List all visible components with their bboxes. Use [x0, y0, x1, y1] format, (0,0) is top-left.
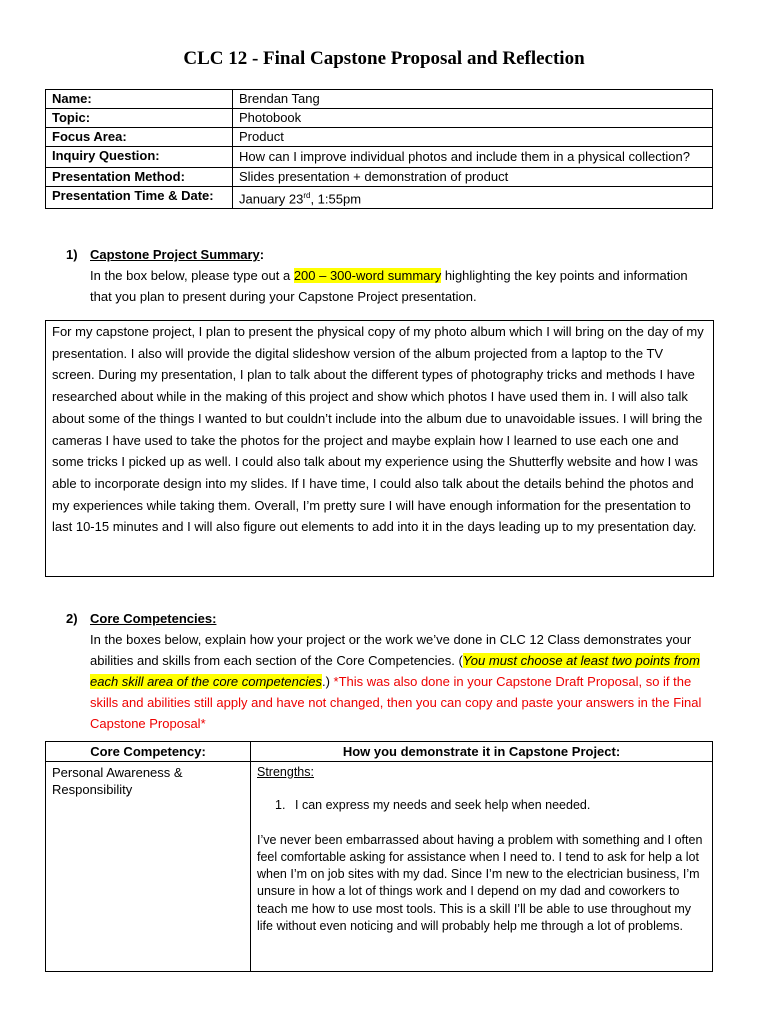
instruction-text: .) — [321, 674, 334, 689]
info-label: Presentation Method: — [46, 168, 233, 187]
strengths-label: Strengths: — [257, 765, 314, 779]
info-value: Brendan Tang — [233, 90, 713, 109]
table-header-row — [46, 742, 713, 762]
info-row-topic — [46, 109, 713, 128]
info-value: How can I improve individual photos and include them in a physical collection? — [233, 147, 713, 168]
list-number: 1. — [275, 798, 286, 813]
info-row-presentation-method — [46, 168, 713, 187]
time-text: , 1:55pm — [310, 191, 362, 207]
info-value: Product — [233, 128, 713, 147]
section-instructions — [66, 265, 710, 307]
demonstration-cell — [251, 762, 713, 972]
column-header-competency: Core Competency: — [46, 742, 251, 762]
info-value: Slides presentation + demonstration of product — [233, 168, 713, 187]
info-row-name — [46, 90, 713, 109]
heading-colon: : — [259, 247, 265, 262]
instruction-text: In the box below, please type out a — [90, 268, 294, 283]
document-title: CLC 12 - Final Capstone Proposal and Reflection — [183, 48, 585, 69]
info-row-focus-area — [46, 128, 713, 147]
info-value — [233, 187, 713, 209]
info-row-presentation-time — [46, 187, 713, 209]
section-capstone-summary — [66, 244, 710, 307]
info-label: Presentation Time & Date: — [46, 187, 233, 209]
table-row — [46, 762, 713, 972]
red-note: *This was also done in your Capstone Draft Proposal, so if the skills and abilities still apply and have not changed, then you can copy and paste your answers in the Final Capstone Proposal* — [90, 674, 702, 731]
date-suffix: rd — [303, 191, 311, 200]
summary-box: For my capstone project, I plan to present the physical copy of my photo album which I will bring on the day of my presentation. I also will provide the digital slideshow version of the album projected from a laptop to the TV screen. During my presentation, I plan to talk about the different types of photography tricks and methods I have researched about while in the making of this project and show which photos I have used them in. I will also talk about some of the things I wanted to but couldn’t include into the album due to unavoidable issues. I will bring the cameras I have used to take the photos for the project and maybe explain how I learned to use each one and some tricks I picked up as well. I could also talk about my experience using the Shutterfly website and how I was able to incorporate design into my slides. If I have time, I could also talk about the details behind the photos and my experiences while taking them. Overall, I’m pretty sure I will have enough information for the presentation to last 10-15 minutes and I will also figure out elements to add into it in the days leading up to my presentation day. — [45, 320, 714, 577]
strength-paragraph: I’ve never been embarrassed about having a problem with something and I often feel comfortable asking for assistance when I need to. I tend to ask for help a lot when I’m on job sites with my dad. Since I’m new to the electrician business, I’m unsure in how a lot of things work and I depend on my dad and coworkers to teach me how to use most tools. This is a skill I’ll be able to use throughout my life without even noticing and will probably help me through a lot of problems. — [257, 832, 703, 934]
list-item — [257, 797, 706, 814]
section-number: 1) — [66, 247, 78, 262]
instruction-text: In the boxes below, explain how your project or the work we’ve done in CLC 12 Class demonstrates your abilities and skills from each section of the Core Competencies. ( — [90, 632, 692, 668]
section-core-competencies — [66, 608, 710, 734]
date-text: January 23 — [239, 191, 304, 207]
core-competency-table — [45, 741, 713, 972]
column-header-demonstration: How you demonstrate it in Capstone Project: — [251, 742, 713, 762]
highlighted-text: 200 – 300-word summary — [293, 268, 442, 283]
info-label: Topic: — [46, 109, 233, 128]
competency-cell: Personal Awareness & Responsibility — [46, 762, 251, 972]
list-item-text: I can express my needs and seek help when needed. — [295, 798, 591, 813]
info-table — [45, 89, 713, 209]
info-row-inquiry-question — [46, 147, 713, 168]
highlighted-text: You must choose at least two points from each skill area of the core competencies — [90, 653, 700, 689]
info-label: Name: — [46, 90, 233, 109]
info-label: Focus Area: — [46, 128, 233, 147]
info-label: Inquiry Question: — [46, 147, 233, 168]
section-instructions — [66, 629, 710, 734]
section-number: 2) — [66, 611, 78, 626]
info-value: Photobook — [233, 109, 713, 128]
section-heading: Capstone Project Summary — [90, 247, 260, 262]
section-heading: Core Competencies: — [90, 611, 217, 626]
instruction-text: highlighting the key points and information that you plan to present during your Capstone Project presentation. — [90, 268, 688, 304]
